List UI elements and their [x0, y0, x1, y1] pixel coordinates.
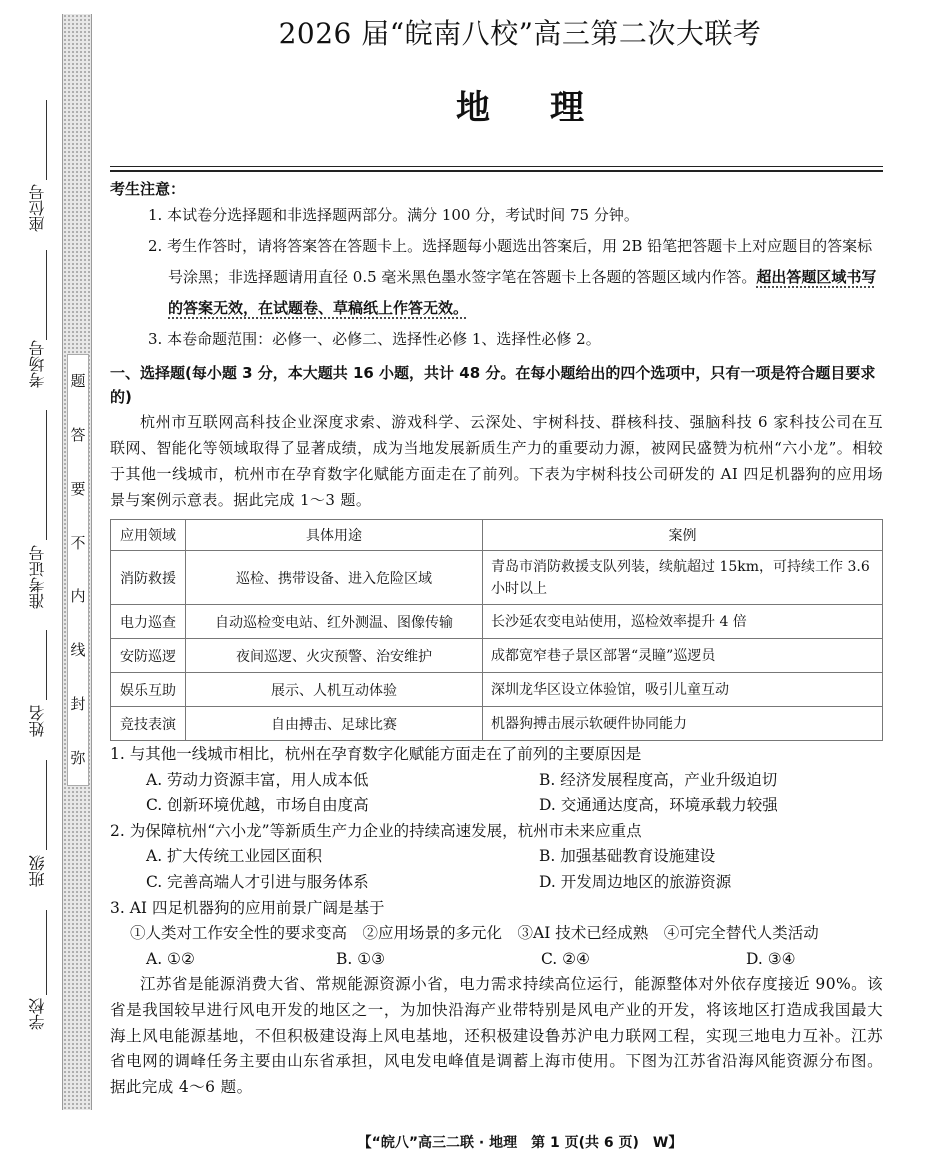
table-cell: 消防救援 [111, 551, 186, 605]
q1-options-row [110, 768, 883, 794]
field-line [46, 250, 47, 340]
note-2-text: 2. 考生作答时，请将答案答在答题卡上。选择题每小题选出答案后，用 2B 铅笔把答题卡上对应题目的答案标号涂黑；非选择题请用直径 0.5 毫米黑色墨水签字笔在答题卡上各题的答题区域内作答。 [148, 237, 873, 286]
section-title: 一、选择题(每小题 3 分，本大题共 16 小题，共计 48 分。在每小题给出的四个选项中，只有一项是符合题目要求的) [110, 364, 876, 406]
q2-option-b: B. 加强基础教育设施建设 [539, 847, 716, 866]
table-cell: 青岛市消防救援支队列装，续航超过 15km，可持续工作 3.6 小时以上 [483, 551, 883, 605]
q1-stem: 1. 与其他一线城市相比，杭州在孕育数字化赋能方面走在了前列的主要原因是 [110, 745, 642, 763]
table-cell: 机器狗搏击展示软硬件协同能力 [483, 707, 883, 741]
note-2 [110, 231, 883, 324]
q2-option-d: D. 开发周边地区的旅游资源 [539, 872, 732, 891]
table-cell: 自由搏击、足球比赛 [186, 707, 483, 741]
q3-option-d: D. ③④ [746, 949, 796, 968]
notice-char: 要 [70, 479, 86, 498]
q1-option-a: A. 劳动力资源丰富，用人成本低 [146, 770, 369, 789]
notes-title: 考生注意： [110, 180, 186, 198]
table-cell: 自动巡检变电站、红外测温、图像传输 [186, 605, 483, 639]
q3-option-b: B. ①③ [336, 949, 386, 968]
notice-char: 不 [70, 533, 86, 552]
questions [110, 742, 883, 1100]
field-line [46, 410, 47, 540]
table-cell: 电力巡查 [111, 605, 186, 639]
binding-margin [62, 14, 92, 1110]
q2-option-c: C. 完善高端人才引进与服务体系 [146, 872, 369, 891]
q2-options-row [110, 844, 883, 870]
exam-title: 2026 届“皖南八校”高三第二次大联考 [278, 17, 762, 50]
table-row [111, 707, 883, 741]
table-cell: 巡检、携带设备、进入危险区域 [186, 551, 483, 605]
table-cell: 夜间巡逻、火灾预警、治安维护 [186, 639, 483, 673]
divider [110, 166, 883, 167]
table-cell: 成都宽窄巷子景区部署“灵瞳”巡逻员 [483, 639, 883, 673]
table-header: 案例 [483, 520, 883, 551]
q1-option-d: D. 交通通达度高，环境承载力较强 [539, 796, 778, 815]
passage-1: 杭州市互联网高科技企业深度求索、游戏科学、云深处、宇树科技、群核科技、强脑科技 6 家科技公司在互联网、智能化等领域取得了显著成绩，成为当地发展新质生产力的重要动力源，被网民盛赞为杭州“六小龙”。相较于其他一线城市，杭州市在孕育数字化赋能方面走在了前列。下表为宇树科技公司研发的 AI 四足机器狗的应用场景与案例示意表。据此完成 1～3 题。 [110, 413, 883, 509]
application-table [110, 519, 883, 741]
note-1: 1. 本试卷分选择题和非选择题两部分。满分 100 分，考试时间 75 分钟。 [148, 206, 639, 224]
table-cell: 展示、人机互动体验 [186, 673, 483, 707]
seal-line-notice [67, 354, 89, 786]
table-row [111, 605, 883, 639]
table-row [111, 673, 883, 707]
class-label: 班级 [28, 855, 47, 887]
table-cell: 深圳龙华区设立体验馆，吸引儿童互动 [483, 673, 883, 707]
field-line [46, 910, 47, 995]
field-line [46, 630, 47, 700]
q3-option-a: A. ①② [146, 949, 195, 968]
notice-char: 弥 [70, 748, 86, 767]
table-header-row [111, 520, 883, 551]
notice-char: 答 [70, 426, 86, 445]
passage-2: 江苏省是能源消费大省、常规能源资源小省，电力需求持续高位运行，能源整体对外依存度接近 90%。该省是我国较早进行风电开发的地区之一，为加快沿海产业带特别是风电产业的开发，将该地区打造成我国最大海上风电能源基地，不但积极建设海上风电基地，还积极建设鲁苏沪电力联网工程，实现三地电力互补。江苏省电网的调峰任务主要由山东省承担，风电发电峰值是调蓄上海市使用。下图为江苏省沿海风能资源分布图。据此完成 4～6 题。 [110, 975, 883, 1096]
table-header: 应用领域 [111, 520, 186, 551]
notice-char: 内 [70, 587, 86, 606]
q1-options-row [110, 793, 883, 819]
table-cell: 娱乐互助 [111, 673, 186, 707]
q2-options-row [110, 870, 883, 896]
q3-stem: 3. AI 四足机器狗的应用前景广阔是基于 [110, 898, 385, 917]
name-label: 姓名 [28, 705, 47, 737]
exam-room-label: 考场号 [28, 340, 47, 388]
admission-number-label: 准考证号 [28, 545, 47, 609]
note-3: 3. 本卷命题范围：必修一、必修二、选择性必修 1、选择性必修 2。 [148, 330, 601, 348]
table-row [111, 639, 883, 673]
q3-items: ①人类对工作安全性的要求变高 ②应用场景的多元化 ③AI 技术已经成熟 ④可完全替代人类活动 [130, 924, 819, 943]
table-cell: 竞技表演 [111, 707, 186, 741]
page-footer: 【“皖八”高三二联 · 地理 第 1 页(共 6 页) W】 [357, 1135, 683, 1151]
field-line [46, 760, 47, 850]
notice-char: 题 [70, 372, 86, 391]
q2-stem: 2. 为保障杭州“六小龙”等新质生产力企业的持续高速发展，杭州市未来应重点 [110, 821, 642, 840]
q2-option-a: A. 扩大传统工业园区面积 [146, 847, 323, 866]
subject-title: 地理 [456, 88, 644, 128]
instructions [110, 178, 883, 513]
notice-char: 封 [70, 694, 86, 713]
table-cell: 安防巡逻 [111, 639, 186, 673]
table-header: 具体用途 [186, 520, 483, 551]
q3-option-c: C. ②④ [541, 949, 590, 968]
divider [110, 170, 883, 172]
seat-number-label: 座位号 [28, 184, 47, 232]
note-2-emphasis: 超出答题区域书写的答案无效，在试题卷、草稿纸上作答无效。 [168, 268, 877, 317]
notice-char: 线 [70, 641, 86, 660]
school-label: 学校 [28, 998, 47, 1030]
q1-option-b: B. 经济发展程度高，产业升级迫切 [539, 770, 778, 789]
field-line [46, 100, 47, 180]
q1-option-c: C. 创新环境优越，市场自由度高 [146, 796, 369, 815]
q3-options-row [110, 947, 883, 973]
table-row [111, 551, 883, 605]
table-cell: 长沙延农变电站使用，巡检效率提升 4 倍 [483, 605, 883, 639]
